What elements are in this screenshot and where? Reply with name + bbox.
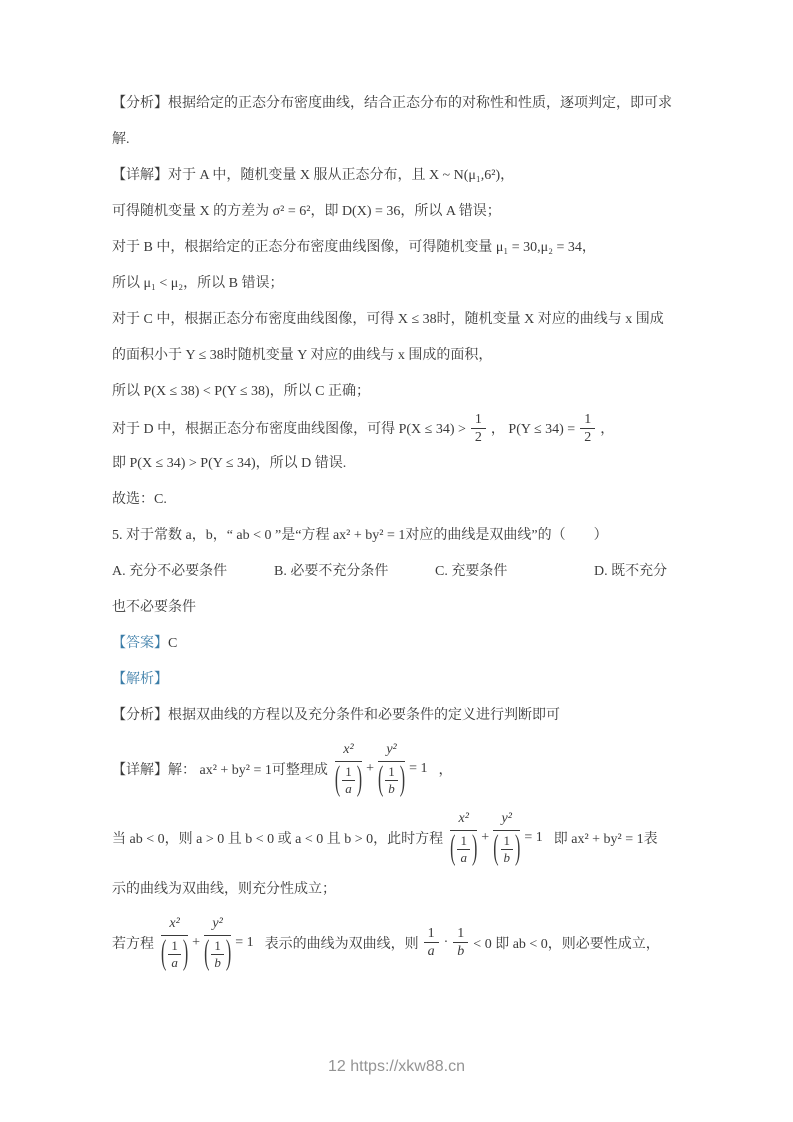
question-stem <box>112 518 678 554</box>
page-footer-watermark <box>0 1058 793 1076</box>
necessity-post-text: < 0 即 ab < 0，则必要性成立， <box>473 936 660 952</box>
detail-text-d1-pre: 对于 D 中，根据正态分布密度曲线图像，可得 P(X ≤ 34) > <box>112 422 466 437</box>
left-paren: ( <box>334 761 341 798</box>
equals-one: = 1 <box>409 760 428 776</box>
plus-operator: + <box>481 829 490 845</box>
detail-line-a1 <box>112 158 678 194</box>
sufficiency-post-text: 即 ax² + by² = 1表 <box>553 831 658 847</box>
fraction-one-over-a: 1 a <box>424 925 439 960</box>
analysis-line-2 <box>112 122 678 158</box>
answer-line <box>112 626 678 662</box>
question-4-solution <box>112 86 678 518</box>
detail-text-a1: 对于 A 中，随机变量 X 服从正态分布，且 X ~ N(μ₁,6²)， <box>168 168 515 183</box>
equals-one: = 1 <box>235 934 254 950</box>
conclusion-line <box>112 482 678 518</box>
analysis-text-2: 解. <box>112 132 130 147</box>
detail-text-d1-mid: ， P(Y ≤ 34) = <box>490 422 576 437</box>
fraction-one-over-b: 1 b <box>453 925 468 960</box>
plus-operator: + <box>192 934 201 950</box>
answer-value: C <box>168 636 178 651</box>
necessity-mid-text: 表示的曲线为双曲线，则 <box>264 936 419 952</box>
detail-equation-line <box>112 734 678 803</box>
analysis-line <box>112 698 678 734</box>
detail-line-c2 <box>112 338 678 374</box>
left-paren: ( <box>450 830 456 867</box>
inner-fraction-one-over-b: 1 b <box>385 764 398 797</box>
detail-label: 【详解】 <box>112 168 168 183</box>
detail-text-d2: 即 P(X ≤ 34) > P(Y ≤ 34)，所以 D 错误. <box>112 456 347 471</box>
detail-text-b1: 对于 B 中，根据给定的正态分布密度曲线图像，可得随机变量 μ₁ = 30,μ₂ = 34， <box>112 240 596 255</box>
equals-one: = 1 <box>524 829 543 845</box>
answer-label: 【答案】 <box>112 636 168 651</box>
fraction-y-term: y² ( 1 b ) <box>204 916 232 972</box>
analysis-label: 【分析】 <box>112 708 168 723</box>
right-paren: ) <box>471 830 478 867</box>
footer-url-text: 12 https://xkw88.cn <box>328 1058 465 1075</box>
fraction-y-term: y² ( 1 b ) <box>377 742 406 798</box>
right-paren: ) <box>182 935 189 972</box>
inner-fraction-one-over-a: 1 a <box>457 833 470 866</box>
detail-trailing-comma: ， <box>438 762 453 778</box>
option-d: D. 既不充分也不必要条件 <box>112 564 668 615</box>
fraction-x-term: x² ( 1 a ) <box>334 742 363 798</box>
detail-text-a2: 可得随机变量 X 的方差为 σ² = 6²，即 D(X) = 36，所以 A 错误； <box>112 204 501 219</box>
detail-intro-text: 解： ax² + by² = 1可整理成 <box>168 762 328 778</box>
compound-fraction-equation <box>335 734 432 803</box>
right-paren: ) <box>356 761 363 798</box>
detail-text-b2: 所以 μ₁ < μ₂，所以 B 错误； <box>112 276 284 291</box>
sufficiency-line-1 <box>112 803 678 872</box>
dot-operator: · <box>443 934 449 950</box>
options-row <box>112 554 678 626</box>
inner-fraction-one-over-a: 1 a <box>168 938 181 971</box>
detail-line-a2 <box>112 194 678 230</box>
detail-label: 【详解】 <box>112 762 168 778</box>
fraction-y-term: y² ( 1 b ) <box>493 811 521 867</box>
sufficiency-pre-text: 当 ab < 0，则 a > 0 且 b < 0 或 a < 0 且 b > 0，此时方程 <box>112 831 444 847</box>
left-paren: ( <box>493 830 499 867</box>
detail-line-b2 <box>112 266 678 302</box>
right-paren: ) <box>399 761 406 798</box>
explanation-label-line <box>112 662 678 698</box>
analysis-label: 【分析】 <box>112 96 168 111</box>
option-b: B. 必要不充分条件 <box>274 564 389 579</box>
left-paren: ( <box>204 935 210 972</box>
fraction-one-half: $\frac{1}{2}$ <box>580 411 595 446</box>
detail-line-c3 <box>112 374 678 410</box>
analysis-line-1 <box>112 86 678 122</box>
sufficiency-text-2: 示的曲线为双曲线，则充分性成立； <box>112 882 336 897</box>
explanation-label: 【解析】 <box>112 672 168 687</box>
fraction-x-term: x² ( 1 a ) <box>450 811 478 867</box>
detail-text-c1: 对于 C 中，根据正态分布密度曲线图像，可得 X ≤ 38时，随机变量 X 对应的曲线与 x 围成 <box>112 312 664 327</box>
document-page-content <box>112 86 678 977</box>
detail-line-b1 <box>112 230 678 266</box>
detail-line-c1 <box>112 302 678 338</box>
sufficiency-line-2 <box>112 872 678 908</box>
left-paren: ( <box>161 935 167 972</box>
detail-text-c3: 所以 P(X ≤ 38) < P(Y ≤ 38)，所以 C 正确； <box>112 384 371 399</box>
question-stem-text: 5. 对于常数 a，b，“ ab < 0 ”是“方程 ax² + by² = 1对应的曲线是双曲线”的（ ） <box>112 528 608 543</box>
right-paren: ) <box>225 935 232 972</box>
question-5 <box>112 518 678 977</box>
detail-line-d1 <box>112 410 678 446</box>
detail-line-d2 <box>112 446 678 482</box>
necessity-pre-text: 若方程 <box>112 936 154 952</box>
conclusion-text: 故选：C. <box>112 492 167 507</box>
fraction-x-term: x² ( 1 a ) <box>161 916 189 972</box>
compound-fraction-equation <box>161 908 258 977</box>
compound-fraction-equation <box>450 803 547 872</box>
analysis-text-1: 根据给定的正态分布密度曲线，结合正态分布的对称性和性质，逐项判定，即可求 <box>168 96 672 111</box>
inner-fraction-one-over-b: 1 b <box>501 833 514 866</box>
right-paren: ) <box>515 830 521 867</box>
necessity-line <box>112 908 678 977</box>
option-c: C. 充要条件 <box>435 564 508 579</box>
left-paren: ( <box>377 761 384 798</box>
inner-fraction-one-over-a: 1 a <box>342 764 355 797</box>
analysis-text: 根据双曲线的方程以及充分条件和必要条件的定义进行判断即可 <box>168 708 560 723</box>
detail-text-c2: 的面积小于 Y ≤ 38时随机变量 Y 对应的曲线与 x 围成的面积， <box>112 348 493 363</box>
plus-operator: + <box>366 760 374 776</box>
detail-text-d1-end: ， <box>600 422 615 437</box>
inner-fraction-one-over-b: 1 b <box>211 938 224 971</box>
option-a: A. 充分不必要条件 <box>112 564 228 579</box>
fraction-one-half: 1 2 <box>471 411 486 446</box>
